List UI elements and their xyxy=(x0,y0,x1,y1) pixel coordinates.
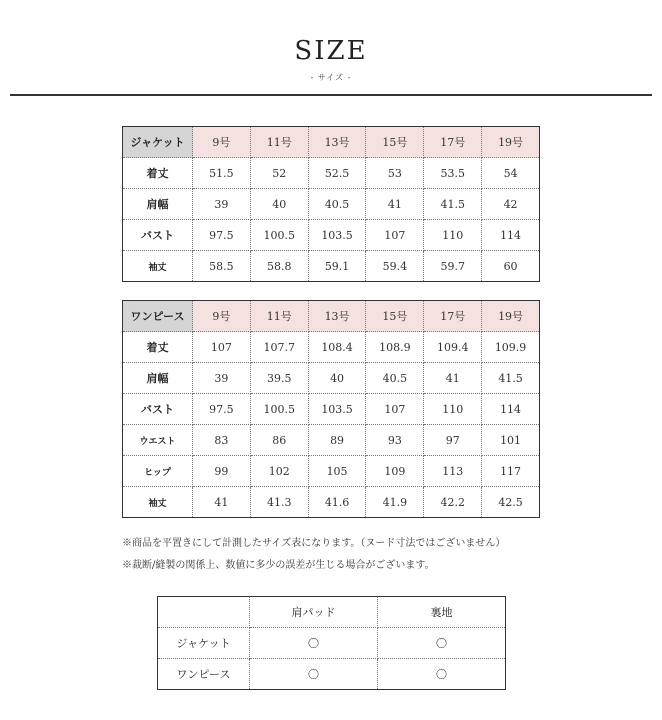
table-cell: 40.5 xyxy=(366,363,424,394)
table-row xyxy=(123,332,540,363)
table-cell: 97.5 xyxy=(193,394,251,425)
table-cell: 103.5 xyxy=(308,394,366,425)
size-header: 19号 xyxy=(482,127,540,158)
table-cell: 42.5 xyxy=(482,487,540,518)
options-corner-cell xyxy=(158,597,250,628)
table-cell: 〇 xyxy=(378,659,506,690)
table-cell: 114 xyxy=(482,220,540,251)
page-title: SIZE xyxy=(294,36,368,66)
row-label: ヒップ xyxy=(123,456,193,487)
table-cell: 40 xyxy=(308,363,366,394)
size-header: 15号 xyxy=(366,127,424,158)
table-cell: 59.4 xyxy=(366,251,424,282)
table-row xyxy=(123,158,540,189)
size-header: 17号 xyxy=(424,127,482,158)
table-cell: 83 xyxy=(193,425,251,456)
table-cell: 117 xyxy=(482,456,540,487)
table-row xyxy=(123,456,540,487)
size-header: 17号 xyxy=(424,301,482,332)
table-cell: 97 xyxy=(424,425,482,456)
size-header: 11号 xyxy=(250,127,308,158)
table-row xyxy=(158,628,506,659)
table-cell: 97.5 xyxy=(193,220,251,251)
table-cell: 41 xyxy=(366,189,424,220)
size-header: 15号 xyxy=(366,301,424,332)
table-cell: 100.5 xyxy=(250,394,308,425)
table-cell: 40 xyxy=(250,189,308,220)
table-cell: 107.7 xyxy=(250,332,308,363)
table-cell: 41 xyxy=(424,363,482,394)
table-cell: 89 xyxy=(308,425,366,456)
table-cell: 41.5 xyxy=(424,189,482,220)
table-cell: 86 xyxy=(250,425,308,456)
table-row xyxy=(123,425,540,456)
table-cell: 41.6 xyxy=(308,487,366,518)
size-header: 9号 xyxy=(193,301,251,332)
table-cell: 42 xyxy=(482,189,540,220)
table-cell: 〇 xyxy=(250,659,378,690)
onepiece-size-table xyxy=(122,300,540,518)
options-header: 裏地 xyxy=(378,597,506,628)
size-header: 13号 xyxy=(308,301,366,332)
size-header: 13号 xyxy=(308,127,366,158)
table-cell: 110 xyxy=(424,220,482,251)
table-cell: 39 xyxy=(193,189,251,220)
onepiece-table-label: ワンピース xyxy=(123,301,193,332)
table-cell: 〇 xyxy=(250,628,378,659)
row-label: ウエスト xyxy=(123,425,193,456)
size-header: 11号 xyxy=(250,301,308,332)
table-cell: 41.9 xyxy=(366,487,424,518)
table-cell: 53 xyxy=(366,158,424,189)
table-cell: 114 xyxy=(482,394,540,425)
row-label: ジャケット xyxy=(158,628,250,659)
table-cell: 54 xyxy=(482,158,540,189)
row-label: 着丈 xyxy=(123,332,193,363)
row-label: 肩幅 xyxy=(123,363,193,394)
tolerance-note: ※裁断/縫製の関係上、数値に多少の誤差が生じる場合がございます。 xyxy=(122,560,435,571)
table-cell: 59.7 xyxy=(424,251,482,282)
table-cell: 52.5 xyxy=(308,158,366,189)
table-cell: 59.1 xyxy=(308,251,366,282)
size-header: 19号 xyxy=(482,301,540,332)
table-cell: 58.8 xyxy=(250,251,308,282)
row-label: 着丈 xyxy=(123,158,193,189)
row-label: 袖丈 xyxy=(123,487,193,518)
row-label: バスト xyxy=(123,220,193,251)
table-row xyxy=(123,220,540,251)
table-cell: 109.9 xyxy=(482,332,540,363)
table-cell: 108.4 xyxy=(308,332,366,363)
options-table xyxy=(157,596,506,690)
table-cell: 103.5 xyxy=(308,220,366,251)
jacket-table-label: ジャケット xyxy=(123,127,193,158)
page-subtitle: - サイズ - xyxy=(310,73,352,82)
table-cell: 107 xyxy=(193,332,251,363)
table-cell: 41 xyxy=(193,487,251,518)
table-row xyxy=(123,251,540,282)
row-label: バスト xyxy=(123,394,193,425)
row-label: ワンピース xyxy=(158,659,250,690)
table-header-row xyxy=(123,127,540,158)
table-cell: 39 xyxy=(193,363,251,394)
table-row xyxy=(123,394,540,425)
table-cell: 41.5 xyxy=(482,363,540,394)
table-cell: 52 xyxy=(250,158,308,189)
table-cell: 41.3 xyxy=(250,487,308,518)
table-cell: 39.5 xyxy=(250,363,308,394)
table-cell: 〇 xyxy=(378,628,506,659)
table-cell: 51.5 xyxy=(193,158,251,189)
table-cell: 113 xyxy=(424,456,482,487)
table-cell: 102 xyxy=(250,456,308,487)
table-cell: 108.9 xyxy=(366,332,424,363)
title-divider xyxy=(10,94,652,96)
table-row xyxy=(123,189,540,220)
jacket-size-table xyxy=(122,126,540,282)
table-cell: 42.2 xyxy=(424,487,482,518)
size-header: 9号 xyxy=(193,127,251,158)
table-cell: 109.4 xyxy=(424,332,482,363)
table-cell: 107 xyxy=(366,220,424,251)
table-cell: 109 xyxy=(366,456,424,487)
table-cell: 101 xyxy=(482,425,540,456)
table-row xyxy=(123,487,540,518)
table-cell: 93 xyxy=(366,425,424,456)
table-cell: 40.5 xyxy=(308,189,366,220)
table-cell: 110 xyxy=(424,394,482,425)
table-cell: 58.5 xyxy=(193,251,251,282)
table-row xyxy=(158,659,506,690)
table-header-row xyxy=(123,301,540,332)
measurement-note: ※商品を平置きにして計測したサイズ表になります。（ヌード寸法ではございません） xyxy=(122,538,506,549)
table-cell: 107 xyxy=(366,394,424,425)
table-cell: 60 xyxy=(482,251,540,282)
table-cell: 100.5 xyxy=(250,220,308,251)
table-cell: 99 xyxy=(193,456,251,487)
table-header-row xyxy=(158,597,506,628)
table-cell: 53.5 xyxy=(424,158,482,189)
row-label: 袖丈 xyxy=(123,251,193,282)
table-cell: 105 xyxy=(308,456,366,487)
table-row xyxy=(123,363,540,394)
row-label: 肩幅 xyxy=(123,189,193,220)
options-header: 肩パッド xyxy=(250,597,378,628)
